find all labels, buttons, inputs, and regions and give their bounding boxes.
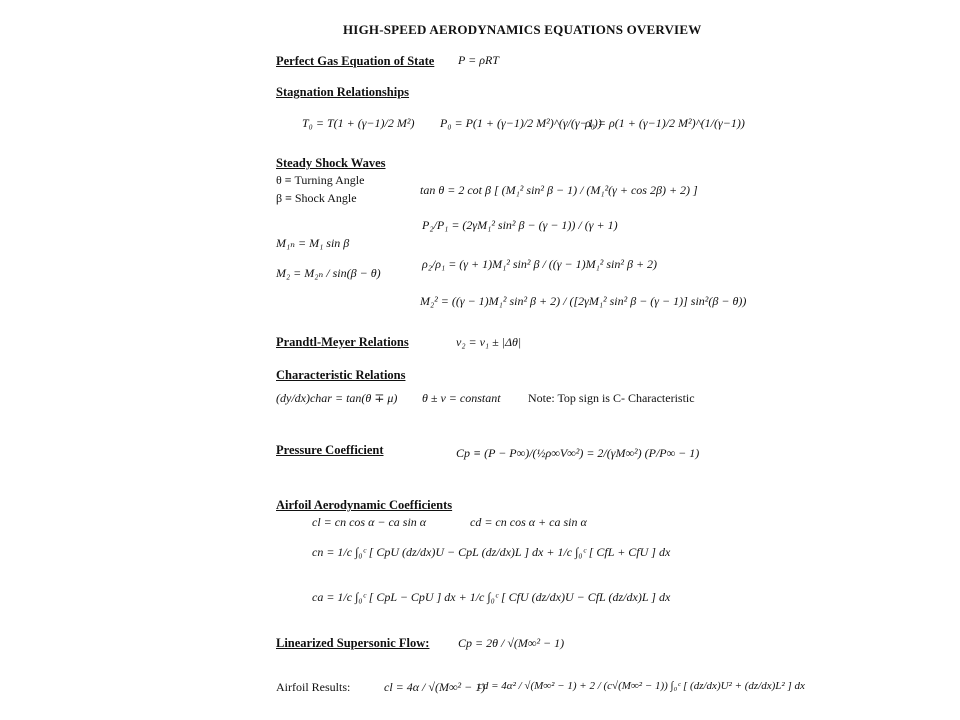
section-heading-stagnation: Stagnation Relationships [276,85,410,99]
definition-shock-angle: β ≡ Shock Angle [276,191,357,205]
section-heading-airfoil-coefficients: Airfoil Aerodynamic Coefficients [276,498,453,512]
airfoil-results-label: Airfoil Results: [276,680,351,694]
section-heading-linearized-supersonic: Linearized Supersonic Flow: [276,636,430,650]
section-heading-shock: Steady Shock Waves [276,156,386,170]
equation-downstream-mach: M₂ = M₂ₙ / sin(β − θ) [276,266,381,280]
characteristic-note: Note: Top sign is C- Characteristic [528,391,695,405]
equation-pressure-ratio: P₂/P₁ = (2γM₁² sin² β − (γ − 1)) / (γ + 1) [422,218,618,232]
section-heading-pressure-coefficient: Pressure Coefficient [276,443,384,457]
equation-pressure-coefficient: Cp ≡ (P − P∞)/(½ρ∞V∞²) = 2/(γM∞²) (P/P∞ − 1) [456,446,700,460]
equation-linearized-pressure-coefficient: Cp = 2θ / √(M∞² − 1) [458,636,565,650]
equation-normal-mach-upstream: M₁ₙ = M₁ sin β [276,236,350,250]
equation-stagnation-density: ρ₀ = ρ(1 + (γ−1)/2 M²)^(1/(γ−1)) [585,116,745,130]
equation-axial-coefficient: ca = 1/c ∫₀ᶜ [ CpL − CpU ] dx + 1/c ∫₀ᶜ [ CfU (dz/dx)U − CfL (dz/dx)L ] dx [312,590,671,604]
definition-turning-angle: θ ≡ Turning Angle [276,173,365,187]
equation-perfect-gas: P = ρRT [458,53,499,67]
equation-stagnation-temperature: T₀ = T(1 + (γ−1)/2 M²) [302,116,415,130]
equation-characteristic-invariant: θ ± ν = constant [422,391,501,405]
equation-prandtl-meyer: ν₂ = ν₁ ± |Δθ| [456,335,522,349]
section-heading-perfect-gas: Perfect Gas Equation of State [276,54,435,68]
equation-linearized-lift: cl = 4α / √(M∞² − 1) [384,680,486,694]
equation-downstream-mach-squared: M₂² = ((γ − 1)M₁² sin² β + 2) / ([2γM₁² sin² β − (γ − 1)] sin²(β − θ)) [420,294,747,308]
section-heading-characteristic: Characteristic Relations [276,368,406,382]
equation-stagnation-pressure: P₀ = P(1 + (γ−1)/2 M²)^(γ/(γ−1)) [440,116,602,130]
equation-lift-coefficient: cl = cn cos α − ca sin α [312,515,427,529]
equation-linearized-drag: cd = 4α² / √(M∞² − 1) + 2 / (c√(M∞² − 1)) ∫₀ᶜ [ (dz/dx)U² + (dz/dx)L² ] dx [478,680,805,692]
page-title: HIGH-SPEED AERODYNAMICS EQUATIONS OVERVIEW [343,22,702,37]
equation-normal-coefficient: cn = 1/c ∫₀ᶜ [ CpU (dz/dx)U − CpL (dz/dx)L ] dx + 1/c ∫₀ᶜ [ CfL + CfU ] dx [312,545,671,559]
section-heading-prandtl-meyer: Prandtl-Meyer Relations [276,335,409,349]
equation-density-ratio: ρ₂/ρ₁ = (γ + 1)M₁² sin² β / ((γ − 1)M₁² sin² β + 2) [422,257,658,271]
equation-characteristic-slope: (dy/dx)char = tan(θ ∓ μ) [276,391,398,405]
equation-theta-beta-m: tan θ = 2 cot β [ (M₁² sin² β − 1) / (M₁²(γ + cos 2β) + 2) ] [420,183,698,197]
equation-drag-coefficient: cd = cn cos α + ca sin α [470,515,587,529]
